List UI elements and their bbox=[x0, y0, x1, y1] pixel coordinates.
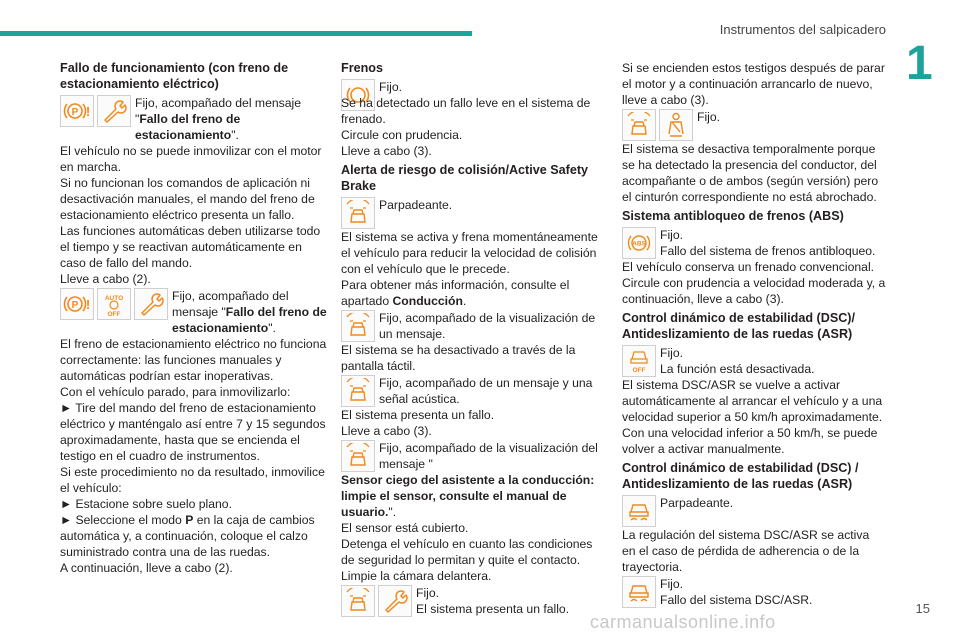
status-text: Fallo del sistema de frenos antibloqueo. bbox=[660, 244, 876, 258]
paragraph: El sistema se activa y frena momentáneamente el vehículo para reducir la velocidad de colisión con el vehículo que le precede. bbox=[341, 230, 598, 276]
dsc-skid-icon bbox=[622, 576, 656, 608]
collision-alert-icon bbox=[341, 585, 375, 617]
paragraph: El sistema se desactiva temporalmente porque se ha detectado la presencia del conductor, del acompañante o de ambos (según versión) pero el cinturón correspondiente no está abrochado. bbox=[622, 142, 879, 204]
collision-alert-icon bbox=[622, 109, 656, 141]
paragraph: El sensor está cubierto. bbox=[341, 521, 469, 535]
svg-text:OFF: OFF bbox=[107, 311, 121, 317]
collision-alert-icon bbox=[341, 375, 375, 407]
status-text: Fijo. bbox=[379, 80, 403, 94]
paragraph: Lleve a cabo (2). bbox=[60, 272, 151, 286]
status-text: Fijo, acompañado de la visualización de un mensaje. bbox=[379, 311, 596, 341]
collision-alert-icon bbox=[341, 310, 375, 342]
warning-row-collision-2 bbox=[341, 310, 607, 342]
paragraph: El freno de estacionamiento eléctrico no funciona correctamente: las funciones manuales y automáticas podrían estar inoperativas. bbox=[60, 337, 327, 383]
paragraph: Circule con prudencia a velocidad moderada y, a continuación, lleve a cabo (3). bbox=[622, 276, 886, 306]
warning-row-dsc-1 bbox=[622, 495, 886, 527]
warning-row-seatbelt bbox=[622, 109, 886, 141]
paragraph: ► Estacione sobre suelo plano. bbox=[60, 497, 232, 511]
status-text: Fijo. bbox=[660, 228, 684, 242]
warning-row-collision-5 bbox=[341, 585, 607, 617]
column-middle bbox=[341, 60, 607, 617]
paragraph: El vehículo conserva un frenado convencional. bbox=[622, 260, 875, 274]
paragraph: Limpie la cámara delantera. bbox=[341, 569, 492, 583]
auto-off-icon bbox=[97, 288, 131, 320]
dsc-off-title: Control dinámico de estabilidad (DSC)/ Antideslizamiento de las ruedas (ASR) bbox=[622, 311, 856, 341]
svg-text:ABS: ABS bbox=[632, 240, 646, 248]
column-right bbox=[622, 60, 886, 608]
epb-row1-end: ". bbox=[231, 128, 239, 142]
collision-alert-title: Alerta de riesgo de colisión/Active Safety Brake bbox=[341, 163, 589, 193]
paragraph: Detenga el vehículo en cuanto las condiciones de seguridad lo permitan y quite el contacto. bbox=[341, 537, 593, 567]
status-text: Fijo, acompañado de un mensaje y una señal acústica. bbox=[379, 376, 593, 406]
brakes-title: Frenos bbox=[341, 61, 383, 75]
epb-row2-end: ". bbox=[268, 321, 276, 335]
warning-row-collision-1 bbox=[341, 197, 607, 229]
header-accent-bar bbox=[0, 31, 472, 36]
column-left bbox=[60, 60, 328, 576]
paragraph: El sistema DSC/ASR se vuelve a activar automáticamente al arrancar el vehículo y a una velocidad superior a 50 km/h aproximadamente. bbox=[622, 378, 883, 424]
watermark: carmanualsonline.info bbox=[590, 612, 776, 632]
paragraph: ► Tire del mando del freno de estacionamiento eléctrico y manténgalo así entre 7 y 15 segundos aproximadamente, hasta que se encienda el testigo en el cuadro de instrumentos. bbox=[60, 401, 326, 463]
abs-title: Sistema antibloqueo de frenos (ABS) bbox=[622, 209, 844, 223]
status-text: Fijo. bbox=[416, 586, 440, 600]
paragraph: A continuación, lleve a cabo (2). bbox=[60, 561, 233, 575]
paragraph: Lleve a cabo (3). bbox=[341, 144, 432, 158]
svg-text:AUTO: AUTO bbox=[104, 295, 124, 302]
chapter-number: 1 bbox=[906, 37, 933, 90]
paragraph: Si este procedimiento no da resultado, inmovilice el vehículo: bbox=[60, 465, 325, 495]
warning-row-collision-4 bbox=[341, 440, 607, 472]
paragraph: Las funciones automáticas deben utilizarse todo el tiempo y se reactivan automáticamente en caso de fallo del mando. bbox=[60, 224, 321, 270]
status-text: El sistema presenta un fallo. bbox=[416, 602, 570, 616]
service-wrench-icon bbox=[97, 95, 131, 127]
warning-row-dsc-off bbox=[622, 345, 886, 377]
paragraph: Sensor ciego del asistente a la conducción: limpie el sensor, consulte el manual de usuario.". bbox=[341, 473, 595, 519]
status-text: La función está desactivada. bbox=[660, 362, 815, 376]
page-number: 15 bbox=[915, 601, 930, 616]
park-brake-warning-icon bbox=[60, 95, 94, 127]
epb-row1-message: Fallo del freno de estacionamiento bbox=[135, 112, 241, 142]
paragraph: El sistema presenta un fallo. bbox=[341, 408, 495, 422]
warning-row-epb-1 bbox=[60, 95, 328, 143]
epb-malfunction-title: Fallo de funcionamiento (con freno de estacionamiento eléctrico) bbox=[60, 61, 289, 91]
paragraph: Circule con prudencia. bbox=[341, 128, 463, 142]
paragraph: Se ha detectado un fallo leve en el sistema de frenado. bbox=[341, 96, 591, 126]
warning-row-collision-3 bbox=[341, 375, 607, 407]
service-wrench-icon bbox=[134, 288, 168, 320]
paragraph: Si no funcionan los comandos de aplicación ni desactivación manuales, el mando del freno de estacionamiento eléctrico presenta un fallo. bbox=[60, 176, 315, 222]
park-brake-warning-icon bbox=[60, 288, 94, 320]
epb-row2-text: Fijo, acompañado del mensaje " bbox=[172, 289, 289, 319]
service-wrench-icon bbox=[378, 585, 412, 617]
seatbelt-icon bbox=[659, 109, 693, 141]
paragraph: El vehículo no se puede inmovilizar con el motor en marcha. bbox=[60, 144, 322, 174]
epb-row2-message: Fallo del freno de estacionamiento bbox=[172, 305, 327, 335]
page-header-title: Instrumentos del salpicadero bbox=[719, 22, 886, 37]
warning-row-epb-2 bbox=[60, 288, 328, 336]
dsc-skid-icon bbox=[622, 495, 656, 527]
collision-alert-icon bbox=[341, 440, 375, 472]
paragraph: Para obtener más información, consulte el apartado Conducción. bbox=[341, 278, 570, 308]
status-text: Fallo del sistema DSC/ASR. bbox=[660, 593, 813, 607]
paragraph: El sistema se ha desactivado a través de la pantalla táctil. bbox=[341, 343, 576, 373]
paragraph: Con el vehículo parado, para inmovilizarlo: bbox=[60, 385, 291, 399]
collision-alert-icon bbox=[341, 197, 375, 229]
abs-warning-icon bbox=[622, 227, 656, 259]
dsc-off-icon bbox=[622, 345, 656, 377]
dsc-title: Control dinámico de estabilidad (DSC) / Antideslizamiento de las ruedas (ASR) bbox=[622, 461, 859, 491]
svg-text:OFF: OFF bbox=[632, 367, 646, 374]
paragraph: Si se encienden estos testigos después de parar el motor y a continuación arrancarlo de nuevo, lleve a cabo (3). bbox=[622, 61, 885, 107]
status-text: Parpadeante. bbox=[660, 496, 734, 510]
paragraph: La regulación del sistema DSC/ASR se activa en el caso de pérdida de adherencia o de la trayectoria. bbox=[622, 528, 870, 574]
paragraph: ► Seleccione el modo P en la caja de cambios automática y, a continuación, coloque el calzo suministrado contra una de las ruedas. bbox=[60, 513, 315, 559]
status-text: Fijo. bbox=[660, 346, 684, 360]
status-text: Fijo, acompañado de la visualización del mensaje " bbox=[379, 441, 598, 471]
warning-row-abs bbox=[622, 227, 886, 259]
paragraph: Lleve a cabo (3). bbox=[341, 424, 432, 438]
status-text: Fijo. bbox=[697, 110, 721, 124]
warning-row-dsc-2 bbox=[622, 576, 886, 608]
status-text: Parpadeante. bbox=[379, 198, 453, 212]
epb-row1-text: Fijo, acompañado del mensaje " bbox=[135, 96, 301, 126]
status-text: Fijo. bbox=[660, 577, 684, 591]
paragraph: Con una velocidad inferior a 50 km/h, se puede volver a activar manualmente. bbox=[622, 426, 878, 456]
